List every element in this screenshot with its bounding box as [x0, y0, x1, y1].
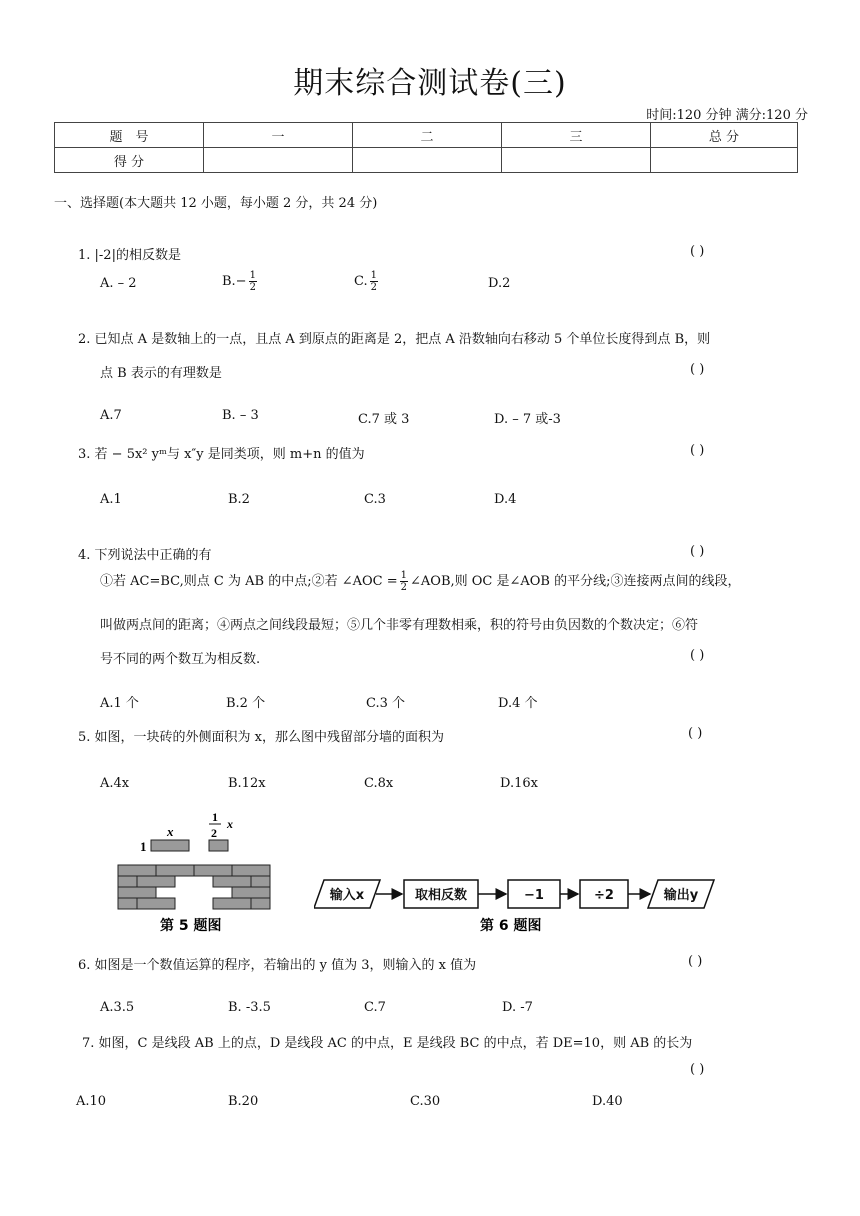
half-denominator: 2	[211, 826, 217, 840]
line-text: ①若 AC=BC,则点 C 为 AB 的中点;②若 ∠AOC =	[100, 574, 398, 589]
brick	[232, 865, 270, 876]
brick	[118, 865, 156, 876]
score-input-cell[interactable]	[353, 148, 502, 173]
fraction-denominator: 2	[249, 282, 256, 293]
option-d: D.40	[592, 1094, 623, 1109]
step-minus-one: −1	[524, 888, 544, 903]
table-cell: 总 分	[651, 123, 798, 148]
option-c: C.30	[410, 1094, 441, 1109]
option-b: B.2	[228, 492, 250, 507]
option-b-prefix: B.−	[222, 274, 247, 289]
page-title: 期末综合测试卷(三)	[293, 66, 567, 101]
table-cell: 二	[353, 123, 502, 148]
option-b: B. -3.5	[228, 1000, 271, 1015]
fraction-denominator: 2	[370, 282, 377, 293]
sample-brick-short	[209, 840, 228, 851]
option-a: A.1	[100, 492, 122, 507]
option-b: B.20	[228, 1094, 259, 1109]
answer-bracket: ( )	[690, 1062, 705, 1077]
option-a: A.1 个	[100, 696, 139, 711]
table-cell: 得 分	[55, 148, 204, 173]
fraction-numerator: 1	[370, 270, 377, 281]
question-4-line-3: 号不同的两个数互为相反数.	[100, 652, 261, 667]
table-cell: 一	[204, 123, 353, 148]
score-table	[54, 122, 798, 173]
option-c-prefix: C.	[354, 274, 368, 289]
question-2-line-2: 点 B 表示的有理数是	[100, 366, 222, 381]
option-a: A. – 2	[100, 276, 137, 291]
question-7-stem: 7. 如图，C 是线段 AB 上的点，D 是线段 AC 的中点，E 是线段 BC 的中点，若 DE=10，则 AB 的长为	[82, 1036, 693, 1051]
option-c	[354, 270, 380, 293]
brick	[156, 865, 194, 876]
option-b: B. – 3	[222, 408, 259, 423]
question-3-stem: 3. 若 − 5x² yᵐ与 x″y 是同类项，则 m+n 的值为	[78, 447, 365, 462]
answer-bracket: ( )	[690, 648, 705, 663]
answer-bracket: ( )	[688, 726, 703, 741]
step-output: 输出y	[663, 888, 699, 903]
figure-5-brick-wall	[110, 808, 280, 936]
fraction	[400, 570, 408, 593]
fraction-numerator: 1	[249, 270, 256, 281]
brick	[232, 887, 270, 898]
line-text: ∠AOB,则 OC 是∠AOB 的平分线;③连接两点间的线段，	[410, 574, 741, 589]
brick	[251, 876, 270, 887]
step-negate: 取相反数	[414, 888, 468, 903]
step-divide-two: ÷2	[594, 888, 614, 903]
table-cell: 三	[502, 123, 651, 148]
option-d: D.2	[488, 276, 511, 291]
brick	[118, 887, 156, 898]
brick	[137, 876, 175, 887]
score-input-cell[interactable]	[204, 148, 353, 173]
answer-bracket: ( )	[690, 544, 705, 559]
brick	[213, 898, 251, 909]
figure-6-caption: 第 6 题图	[480, 918, 542, 934]
brick	[118, 876, 137, 887]
brick-x-label: x	[167, 824, 174, 839]
option-d: D. -7	[502, 1000, 533, 1015]
answer-bracket: ( )	[690, 362, 705, 377]
brick	[137, 898, 175, 909]
option-b: B.2 个	[226, 696, 266, 711]
exam-meta: 时间:120 分钟 满分:120 分	[646, 108, 808, 123]
option-c: C.3 个	[366, 696, 406, 711]
answer-bracket: ( )	[690, 443, 705, 458]
brick-one-label: 1	[140, 839, 147, 854]
option-a: A.7	[100, 408, 122, 423]
sample-brick-long	[151, 840, 189, 851]
option-b	[222, 270, 259, 293]
wall	[118, 865, 270, 909]
option-d: D.16x	[500, 776, 538, 791]
option-c: C.3	[364, 492, 386, 507]
question-4-stem: 4. 下列说法中正确的有	[78, 548, 212, 563]
half-numerator: 1	[212, 810, 218, 824]
section-heading: 一、选择题(本大题共 12 小题，每小题 2 分，共 24 分)	[54, 196, 378, 211]
table-row	[55, 123, 798, 148]
answer-bracket: ( )	[688, 954, 703, 969]
option-d: D.4	[494, 492, 517, 507]
step-input: 输入x	[329, 888, 365, 903]
question-6-stem: 6. 如图是一个数值运算的程序，若输出的 y 值为 3，则输入的 x 值为	[78, 958, 477, 973]
option-d: D.4 个	[498, 696, 538, 711]
option-d: D. – 7 或-3	[494, 412, 561, 427]
half-x-label: x	[227, 817, 233, 831]
question-1-stem: 1. |-2|的相反数是	[78, 248, 181, 263]
brick	[118, 898, 137, 909]
table-cell: 题 号	[55, 123, 204, 148]
brick	[213, 876, 251, 887]
question-4-line-2: 叫做两点间的距离；④两点之间线段最短；⑤几个非零有理数相乘，积的符号由负因数的个数决定；⑥符	[100, 618, 699, 633]
option-b: B.12x	[228, 776, 266, 791]
option-c: C.7 或 3	[358, 412, 410, 427]
brick	[251, 898, 270, 909]
figure-5-caption: 第 5 题图	[160, 918, 222, 934]
question-2-line-1: 2. 已知点 A 是数轴上的一点，且点 A 到原点的距离是 2，把点 A 沿数轴向右移动 5 个单位长度得到点 B，则	[78, 332, 711, 347]
table-row	[55, 148, 798, 173]
fraction-numerator: 1	[400, 570, 407, 581]
fraction	[370, 270, 378, 293]
option-c: C.7	[364, 1000, 386, 1015]
score-input-cell[interactable]	[502, 148, 651, 173]
option-a: A.10	[76, 1094, 107, 1109]
question-4-line-1	[100, 570, 741, 593]
option-c: C.8x	[364, 776, 394, 791]
brick	[194, 865, 232, 876]
fraction-denominator: 2	[400, 582, 407, 593]
figure-6-flowchart	[314, 872, 734, 938]
answer-bracket: ( )	[690, 244, 705, 259]
question-5-stem: 5. 如图，一块砖的外侧面积为 x，那么图中残留部分墙的面积为	[78, 730, 444, 745]
fraction	[249, 270, 257, 293]
score-input-cell[interactable]	[651, 148, 798, 173]
option-a: A.4x	[100, 776, 130, 791]
option-a: A.3.5	[100, 1000, 135, 1015]
